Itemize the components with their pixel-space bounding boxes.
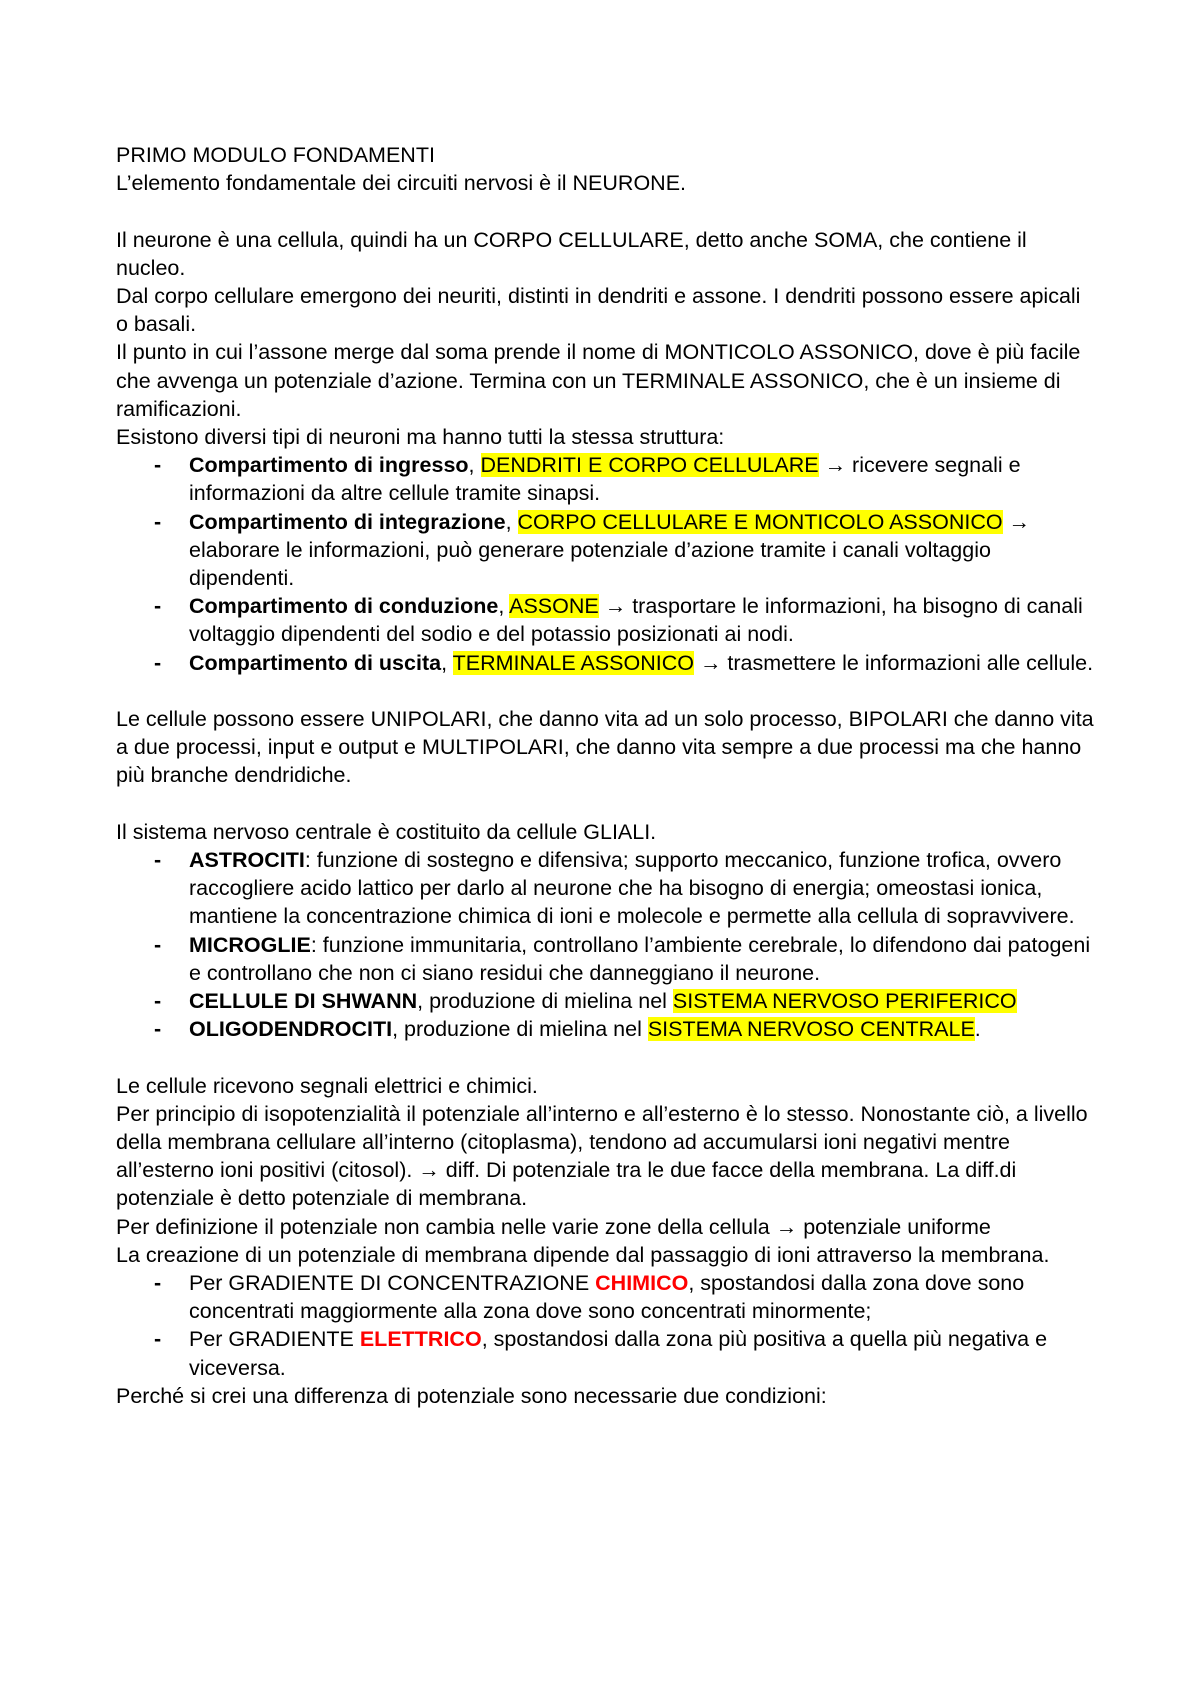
- glia-item: - ASTROCITI: funzione di sostegno e difensiva; supporto meccanico, funzione trofica, ovvero raccogliere acido lattico per darlo al neurone che ha bisogno di energia; omeostasi ionica, mantiene la concentrazione chimica di ioni e molecole e permette alla cellula di sopravvivere.: [116, 846, 1096, 931]
- gradient-item: - Per GRADIENTE DI CONCENTRAZIONE CHIMICO, spostandosi dalla zona dove sono concentrati maggiormente alla zona dove sono concentrati minormente;: [116, 1269, 1096, 1325]
- paragraph-isopotenzialita: Per principio di isopotenzialità il potenziale all’interno e all’esterno è lo stesso. Nonostante ciò, a livello della membrana cellulare all’interno (citoplasma), tendono ad accumularsi ioni negativi mentre all’esterno ioni positivi (citosol). → diff. Di potenziale tra le due facce della membrana. La diff.di potenziale è detto potenziale di membrana.: [116, 1101, 1088, 1211]
- glia-item: - OLIGODENDROCITI, produzione di mielina nel SISTEMA NERVOSO CENTRALE.: [116, 1015, 1096, 1043]
- paragraph-gliali: Il sistema nervoso centrale è costituito da cellule GLIALI.: [116, 819, 657, 844]
- highlight: CORPO CELLULARE E MONTICOLO ASSONICO: [517, 509, 1003, 534]
- paragraph-neurone: Il neurone è una cellula, quindi ha un CORPO CELLULARE, detto anche SOMA, che contiene il nucleo.: [116, 227, 1027, 280]
- highlight: SISTEMA NERVOSO CENTRALE: [647, 1017, 975, 1042]
- glia-name: CELLULE DI SHWANN: [189, 989, 418, 1014]
- glia-name: MICROGLIE: [189, 932, 311, 957]
- glia-name: ASTROCITI: [189, 848, 305, 873]
- paragraph-monticolo: Il punto in cui l’assone merge dal soma prende il nome di MONTICOLO ASSONICO, dove è più facile che avvenga un potenziale d’azione. Termina con un TERMINALE ASSONICO, che è un insieme di ramificazioni.: [116, 340, 1081, 421]
- paragraph-segnali: Le cellule ricevono segnali elettrici e chimici.: [116, 1073, 538, 1098]
- document-page: [116, 141, 1096, 1410]
- paragraph-struttura: Esistono diversi tipi di neuroni ma hanno tutti la stessa struttura:: [116, 425, 725, 450]
- highlight: TERMINALE ASSONICO: [452, 650, 694, 675]
- compartment-list: [116, 451, 1096, 677]
- blank-line: [116, 1043, 1096, 1071]
- blank-line: [116, 790, 1096, 818]
- blank-line: [116, 677, 1096, 705]
- paragraph-creazione: La creazione di un potenziale di membrana dipende dal passaggio di ioni attraverso la membrana.: [116, 1242, 1050, 1267]
- paragraph-polarita: Le cellule possono essere UNIPOLARI, che danno vita ad un solo processo, BIPOLARI che danno vita a due processi, input e output e MULTIPOLARI, che danno vita sempre a due processi ma che hanno più branche dendridiche.: [116, 707, 1094, 788]
- red-emphasis: CHIMICO: [595, 1271, 689, 1296]
- glia-item: - MICROGLIE: funzione immunitaria, controllano l’ambiente cerebrale, lo difendono dai patogeni e controllano che non ci siano residui che danneggiano il neurone.: [116, 931, 1096, 987]
- gradient-item: - Per GRADIENTE ELETTRICO, spostandosi dalla zona più positiva a quella più negativa e viceversa.: [116, 1325, 1096, 1381]
- highlight: ASSONE: [509, 594, 599, 619]
- compartment-name: Compartimento di conduzione: [189, 594, 499, 619]
- glia-list: [116, 846, 1096, 1043]
- paragraph-uniforme: Per definizione il potenziale non cambia nelle varie zone della cellula → potenziale uniforme: [116, 1214, 991, 1239]
- paragraph-condizioni: Perché si crei una differenza di potenziale sono necessarie due condizioni:: [116, 1383, 827, 1408]
- glia-item: - CELLULE DI SHWANN, produzione di mielina nel SISTEMA NERVOSO PERIFERICO: [116, 987, 1096, 1015]
- intro-paragraph: L’elemento fondamentale dei circuiti nervosi è il NEURONE.: [116, 171, 687, 196]
- gradient-list: [116, 1269, 1096, 1382]
- paragraph-neuriti: Dal corpo cellulare emergono dei neuriti, distinti in dendriti e assone. I dendriti possono essere apicali o basali.: [116, 284, 1081, 337]
- compartment-name: Compartimento di uscita: [189, 650, 442, 675]
- doc-title: PRIMO MODULO FONDAMENTI: [116, 143, 435, 167]
- highlight: SISTEMA NERVOSO PERIFERICO: [672, 989, 1017, 1014]
- compartment-name: Compartimento di integrazione: [189, 509, 506, 534]
- compartment-name: Compartimento di ingresso: [189, 453, 469, 478]
- highlight: DENDRITI E CORPO CELLULARE: [480, 453, 819, 478]
- compartment-item: - Compartimento di uscita, TERMINALE ASSONICO → trasmettere le informazioni alle cellule.: [116, 649, 1096, 677]
- red-emphasis: ELETTRICO: [359, 1327, 482, 1352]
- compartment-item: - Compartimento di conduzione, ASSONE → trasportare le informazioni, ha bisogno di canali voltaggio dipendenti del sodio e del potassio posizionati ai nodi.: [116, 592, 1096, 648]
- glia-name: OLIGODENDROCITI: [189, 1017, 393, 1042]
- compartment-item: - Compartimento di integrazione, CORPO CELLULARE E MONTICOLO ASSONICO → elaborare le informazioni, può generare potenziale d’azione tramite i canali voltaggio dipendenti.: [116, 508, 1096, 593]
- blank-line: [116, 197, 1096, 225]
- compartment-item: - Compartimento di ingresso, DENDRITI E CORPO CELLULARE → ricevere segnali e informazioni da altre cellule tramite sinapsi.: [116, 451, 1096, 507]
